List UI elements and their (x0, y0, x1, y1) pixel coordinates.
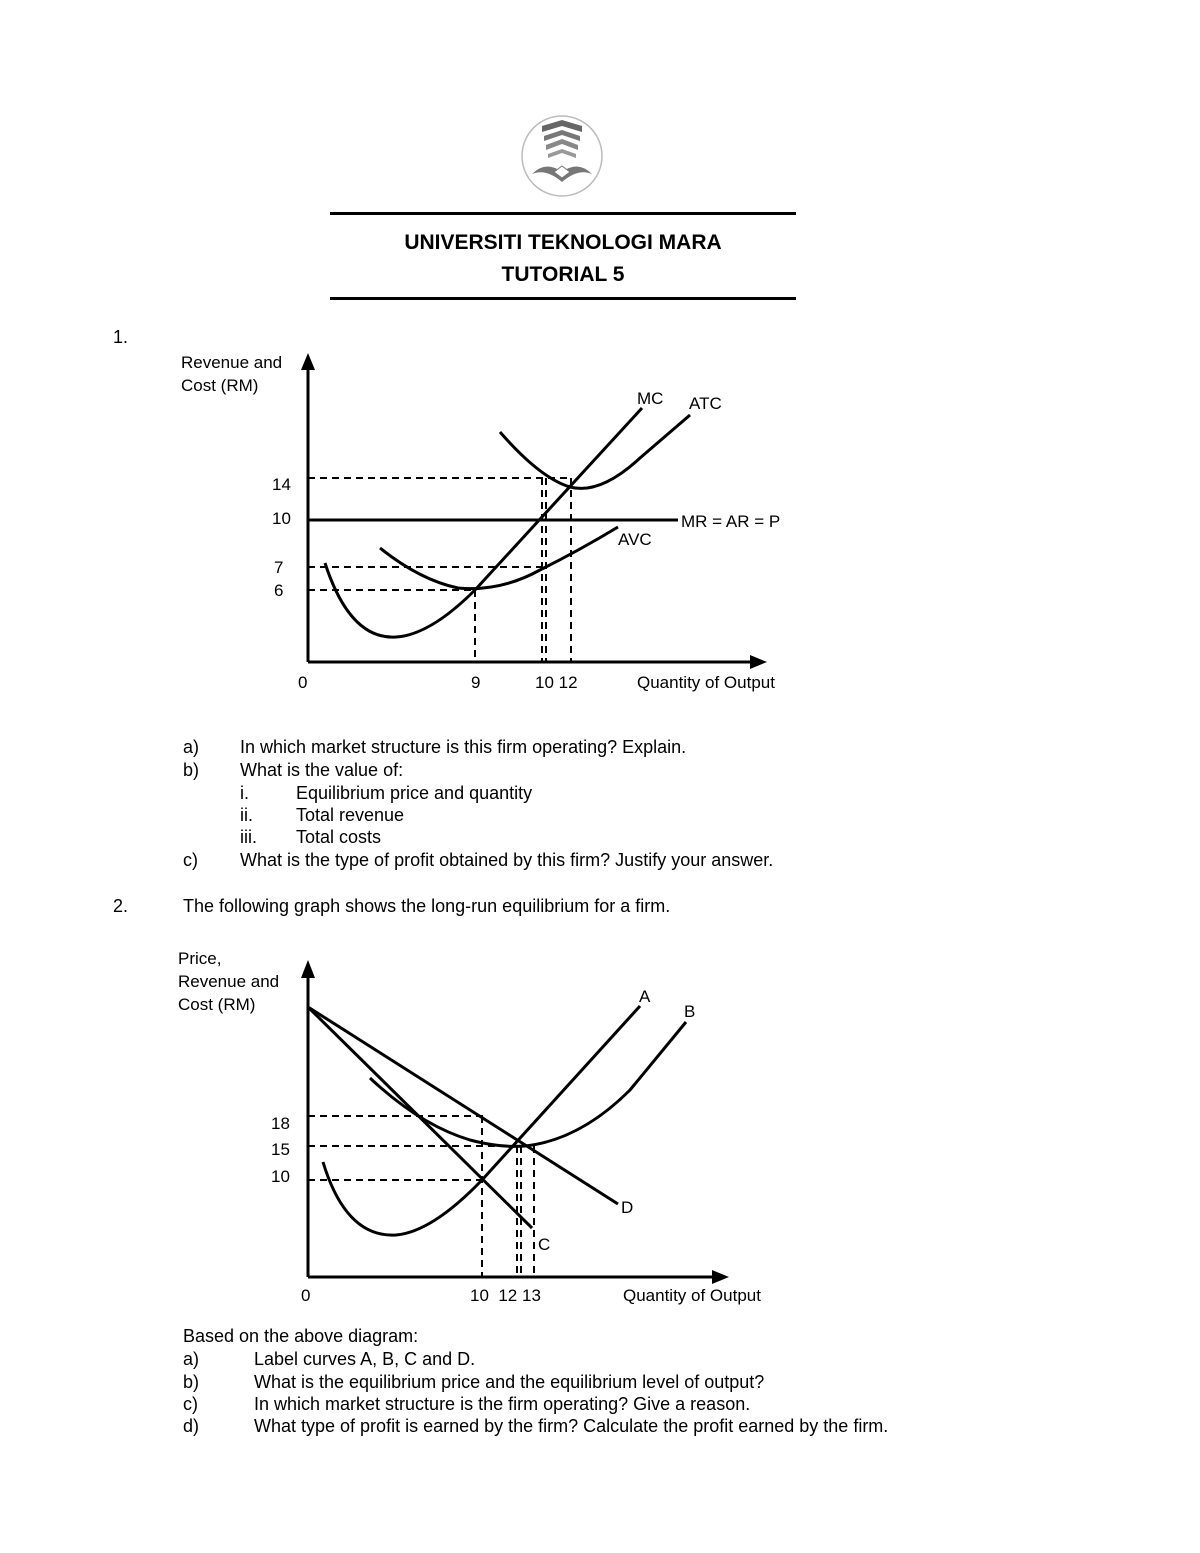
q2-label-b: B (684, 1002, 696, 1021)
q1-mr-label: MR = AR = P (681, 512, 781, 531)
q1-number: 1. (113, 327, 129, 347)
q2-xlabel: Quantity of Output (623, 1286, 761, 1305)
q1-ylabel-line2: Cost (RM) (181, 376, 259, 395)
q1-b-text: What is the value of: (240, 760, 404, 780)
q1-c-text: What is the type of profit obtained by this firm? Justify your answer. (240, 850, 774, 870)
q1-bi-text: Equilibrium price and quantity (296, 783, 533, 803)
q1-biii-letter: iii. (240, 827, 257, 847)
q1-atc-label: ATC (689, 394, 722, 413)
q1-xtick-10-12: 10 12 (535, 673, 578, 692)
q2-a-text: Label curves A, B, C and D. (254, 1349, 476, 1369)
q1-bi-letter: i. (240, 783, 249, 803)
q2-lead: Based on the above diagram: (183, 1326, 419, 1346)
q1-ytick-10: 10 (272, 509, 291, 528)
q1-b-letter: b) (183, 760, 200, 780)
q1-avc-label: AVC (618, 530, 652, 549)
university-title: UNIVERSITI TEKNOLOGI MARA (404, 231, 722, 254)
q2-c-text: In which market structure is the firm operating? Give a reason. (254, 1394, 751, 1414)
q2-b-text: What is the equilibrium price and the equilibrium level of output? (254, 1372, 765, 1392)
q2-ytick-10: 10 (271, 1167, 290, 1186)
q2-xticks: 10 12 13 (470, 1286, 541, 1305)
q1-ylabel-line1: Revenue and (181, 353, 283, 372)
q2-d-letter: d) (183, 1416, 200, 1436)
q2-curve-d (308, 1007, 618, 1204)
q1-biii-text: Total costs (296, 827, 382, 847)
q2-a-letter: a) (183, 1349, 200, 1369)
q2-d-text: What type of profit is earned by the firm? Calculate the profit earned by the firm. (254, 1416, 889, 1436)
q2-ylabel-line2: Revenue and (178, 972, 280, 991)
q1-ytick-7: 7 (274, 558, 284, 577)
q2-ytick-15: 15 (271, 1140, 290, 1159)
q2-c-letter: c) (183, 1394, 198, 1414)
q2-ytick-18: 18 (271, 1114, 290, 1133)
q1-xtick-9: 9 (471, 673, 481, 692)
q1-a-letter: a) (183, 737, 200, 757)
q2-number: 2. (113, 896, 129, 916)
q2-label-a: A (639, 987, 651, 1006)
q2-ylabel-line3: Cost (RM) (178, 995, 256, 1014)
q1-origin-label: 0 (298, 673, 308, 692)
q2-x-axis-arrow (712, 1270, 729, 1284)
q1-bii-text: Total revenue (296, 805, 405, 825)
q1-mc-label: MC (637, 389, 664, 408)
q1-a-text: In which market structure is this firm operating? Explain. (240, 737, 687, 757)
q1-ytick-14: 14 (272, 475, 291, 494)
q2-b-letter: b) (183, 1372, 200, 1392)
q2-label-d: D (621, 1198, 634, 1217)
q2-label-c: C (538, 1235, 551, 1254)
tutorial-title: TUTORIAL 5 (501, 263, 625, 286)
q1-bii-letter: ii. (240, 805, 253, 825)
q2-origin-label: 0 (301, 1286, 311, 1305)
q1-ytick-6: 6 (274, 581, 284, 600)
q2-y-axis-arrow (301, 960, 315, 978)
q1-c-letter: c) (183, 850, 198, 870)
q1-xlabel: Quantity of Output (637, 673, 775, 692)
q2-intro: The following graph shows the long-run equilibrium for a firm. (183, 896, 671, 916)
q2-ylabel-line1: Price, (178, 949, 222, 968)
